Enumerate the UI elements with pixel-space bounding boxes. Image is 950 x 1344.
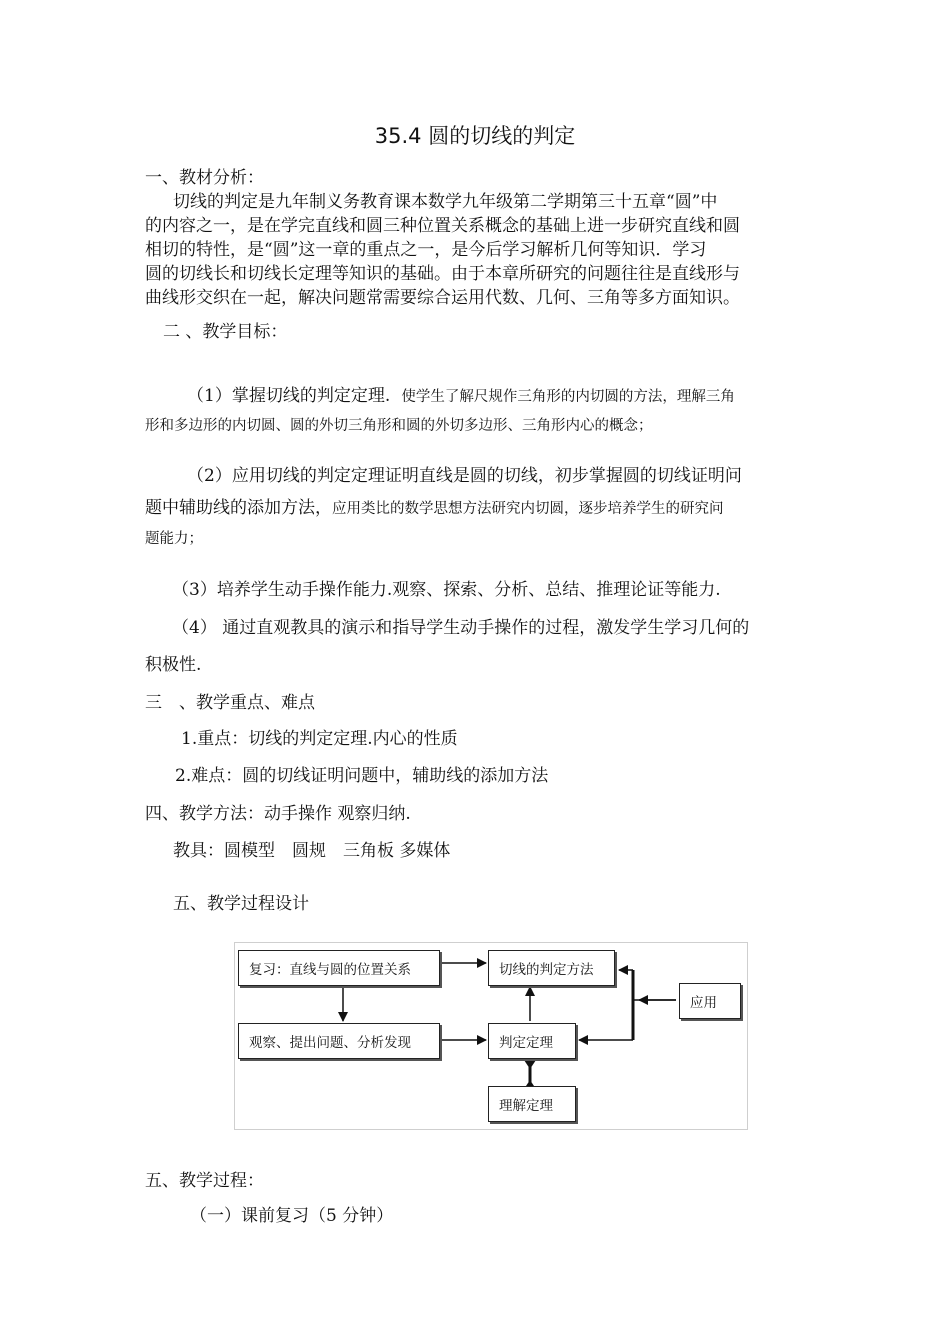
goal-1-line-1 — [187, 381, 735, 406]
flow-box-methods: 切线的判定方法 — [488, 950, 615, 986]
section-heading-goals: 二 、教学目标： — [163, 322, 288, 342]
flow-box-theorem: 判定定理 — [488, 1023, 576, 1059]
key-point: 1.重点：切线的判定定理.内心的性质 — [181, 729, 458, 749]
goal-2-line-2 — [145, 493, 724, 518]
goal-1-main: （1）掌握切线的判定定理. — [187, 386, 391, 406]
flow-box-review: 复习：直线与圆的位置关系 — [238, 950, 440, 986]
flow-box-observe: 观察、提出问题、分析发现 — [238, 1023, 440, 1059]
analysis-line: 曲线形交织在一起，解决问题常需要综合运用代数、几何、三角等多方面知识。 — [145, 288, 740, 308]
flow-box-understand: 理解定理 — [488, 1086, 576, 1122]
goal-1-line-2: 形和多边形的内切圆、圆的外切三角形和圆的外切多边形、三角形内心的概念； — [145, 418, 653, 434]
section-heading-analysis: 一、教材分析： — [145, 168, 264, 188]
goal-2-line-3: 题能力； — [145, 531, 203, 547]
goal-4-line-2: 积极性. — [145, 655, 202, 675]
section-heading-process: 五、教学过程： — [145, 1171, 264, 1191]
page-title: 35.4 圆的切线的判定 — [374, 124, 576, 148]
goal-2-line-1: （2）应用切线的判定定理证明直线是圆的切线，初步掌握圆的切线证明问 — [187, 466, 742, 486]
goal-3: （3）培养学生动手操作能力.观察、探索、分析、总结、推理论证等能力. — [172, 580, 721, 600]
analysis-line: 的内容之一，是在学完直线和圆三种位置关系概念的基础上进一步研究直线和圆 — [145, 216, 740, 236]
difficult-point: 2.难点：圆的切线证明问题中，辅助线的添加方法 — [175, 766, 549, 786]
goal-4-line-1: （4） 通过直观教具的演示和指导学生动手操作的过程，激发学生学习几何的 — [172, 618, 750, 638]
section-heading-methods: 四、教学方法：动手操作 观察归纳. — [145, 804, 411, 824]
goal-1-detail: 使学生了解尺规作三角形的内切圆的方法，理解三角 — [401, 389, 735, 405]
section-heading-key-points: 三 、教学重点、难点 — [145, 693, 315, 713]
subsection-review: （一）课前复习（5 分钟） — [190, 1206, 394, 1226]
analysis-line: 圆的切线长和切线长定理等知识的基础。由于本章所研究的问题往往是直线形与 — [145, 264, 740, 284]
section-heading-process-design: 五、教学过程设计 — [173, 894, 309, 914]
analysis-line: 相切的特性，是“圆”这一章的重点之一，是今后学习解析几何等知识．学习 — [145, 240, 707, 260]
goal-2-detail: 应用类比的数学思想方法研究内切圆，逐步培养学生的研究问 — [332, 501, 724, 517]
analysis-line: 切线的判定是九年制义务教育课本数学九年级第二学期第三十五章“圆”中 — [173, 192, 718, 212]
goal-2-main: 题中辅助线的添加方法， — [145, 498, 332, 518]
flow-box-apply: 应用 — [679, 983, 741, 1019]
teaching-tools: 教具：圆模型 圆规 三角板 多媒体 — [173, 841, 451, 861]
process-flowchart — [234, 942, 748, 1130]
